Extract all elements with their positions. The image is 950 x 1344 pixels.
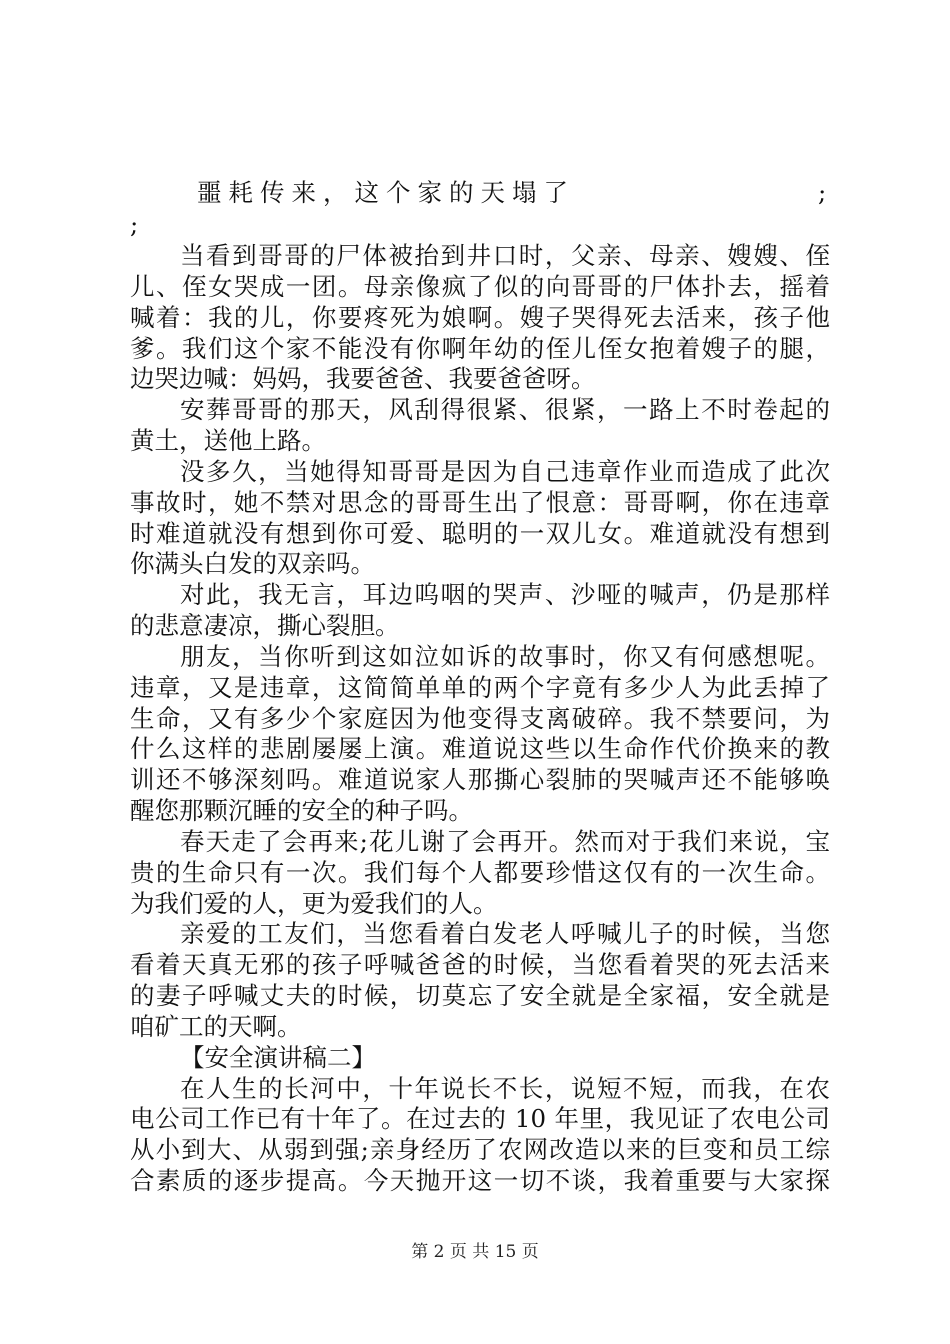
- body-line: 看着天真无邪的孩子呼喊爸爸的时候，当您看着哭的死去活来: [130, 950, 830, 980]
- body-line: 咱矿工的天啊。: [130, 1011, 302, 1041]
- body-line: 事故时，她不禁对思念的哥哥生出了恨意：哥哥啊，你在违章: [130, 487, 830, 517]
- body-line: 儿、侄女哭成一团。母亲像疯了似的向哥哥的尸体扑去，摇着: [130, 271, 830, 301]
- heading-semicolon-wrapped: ;: [130, 210, 139, 239]
- heading-semicolon: ;: [818, 178, 827, 207]
- body-line: 的妻子呼喊丈夫的时候，切莫忘了安全就是全家福，安全就是: [130, 981, 830, 1010]
- body-line: 安葬哥哥的那天，风刮得很紧、很紧，一路上不时卷起的: [180, 395, 830, 425]
- body-line: 春天走了会再来;花儿谢了会再开。然而对于我们来说，宝: [180, 826, 830, 856]
- body-line: 生命，又有多少个家庭因为他变得支离破碎。我不禁要问，为: [130, 703, 830, 733]
- body-line: 当看到哥哥的尸体被抬到井口时，父亲、母亲、嫂嫂、侄: [180, 241, 830, 270]
- body-line: 醒您那颗沉睡的安全的种子吗。: [130, 796, 473, 825]
- body-line: 电公司工作已有十年了。在过去的 10 年里，我见证了农电公司: [130, 1104, 830, 1134]
- body-line: 什么这样的悲剧屡屡上演。难道说这些以生命作代价换来的教: [130, 734, 830, 764]
- body-line: 对此，我无言，耳边呜咽的哭声、沙哑的喊声，仍是那样: [180, 580, 830, 610]
- section-title: 【安全演讲稿二】: [180, 1042, 376, 1072]
- body-line: 喊着：我的儿，你要疼死为娘啊。嫂子哭得死去活来，孩子他: [130, 302, 830, 332]
- body-line: 亲爱的工友们，当您看着白发老人呼喊儿子的时候，当您: [180, 919, 830, 949]
- body-line: 爹。我们这个家不能没有你啊年幼的侄儿侄女抱着嫂子的腿，: [130, 333, 830, 363]
- body-line: 从小到大、从弱到强;亲身经历了农网改造以来的巨变和员工综: [130, 1135, 830, 1165]
- body-line: 贵的生命只有一次。我们每个人都要珍惜这仅有的一次生命。: [130, 857, 830, 887]
- body-line: 在人生的长河中，十年说长不长，说短不短，而我，在农: [180, 1073, 830, 1103]
- body-line: 训还不够深刻吗。难道说家人那撕心裂肺的哭喊声还不能够唤: [130, 765, 830, 795]
- body-line: 朋友，当你听到这如泣如诉的故事时，你又有何感想呢。: [180, 641, 830, 671]
- page-number-footer: 第 2 页 共 15 页: [411, 1242, 539, 1262]
- body-line: 违章，又是违章，这简简单单的两个字竟有多少人为此丢掉了: [130, 672, 830, 702]
- body-line: 黄土，送他上路。: [130, 426, 326, 455]
- body-line: 没多久，当她得知哥哥是因为自己违章作业而造成了此次: [180, 456, 830, 486]
- body-line: 时难道就没有想到你可爱、聪明的一双儿女。难道就没有想到: [130, 518, 830, 548]
- body-line: 你满头白发的双亲吗。: [130, 549, 375, 579]
- body-line: 为我们爱的人，更为爱我们的人。: [130, 888, 498, 918]
- body-line: 合素质的逐步提高。今天抛开这一切不谈，我着重要与大家探: [130, 1166, 830, 1195]
- section-heading: 噩耗传来，这个家的天塌了: [197, 178, 575, 207]
- body-line: 的悲意凄凉，撕心裂胆。: [130, 611, 400, 640]
- body-line: 边哭边喊：妈妈，我要爸爸、我要爸爸呀。: [130, 364, 596, 394]
